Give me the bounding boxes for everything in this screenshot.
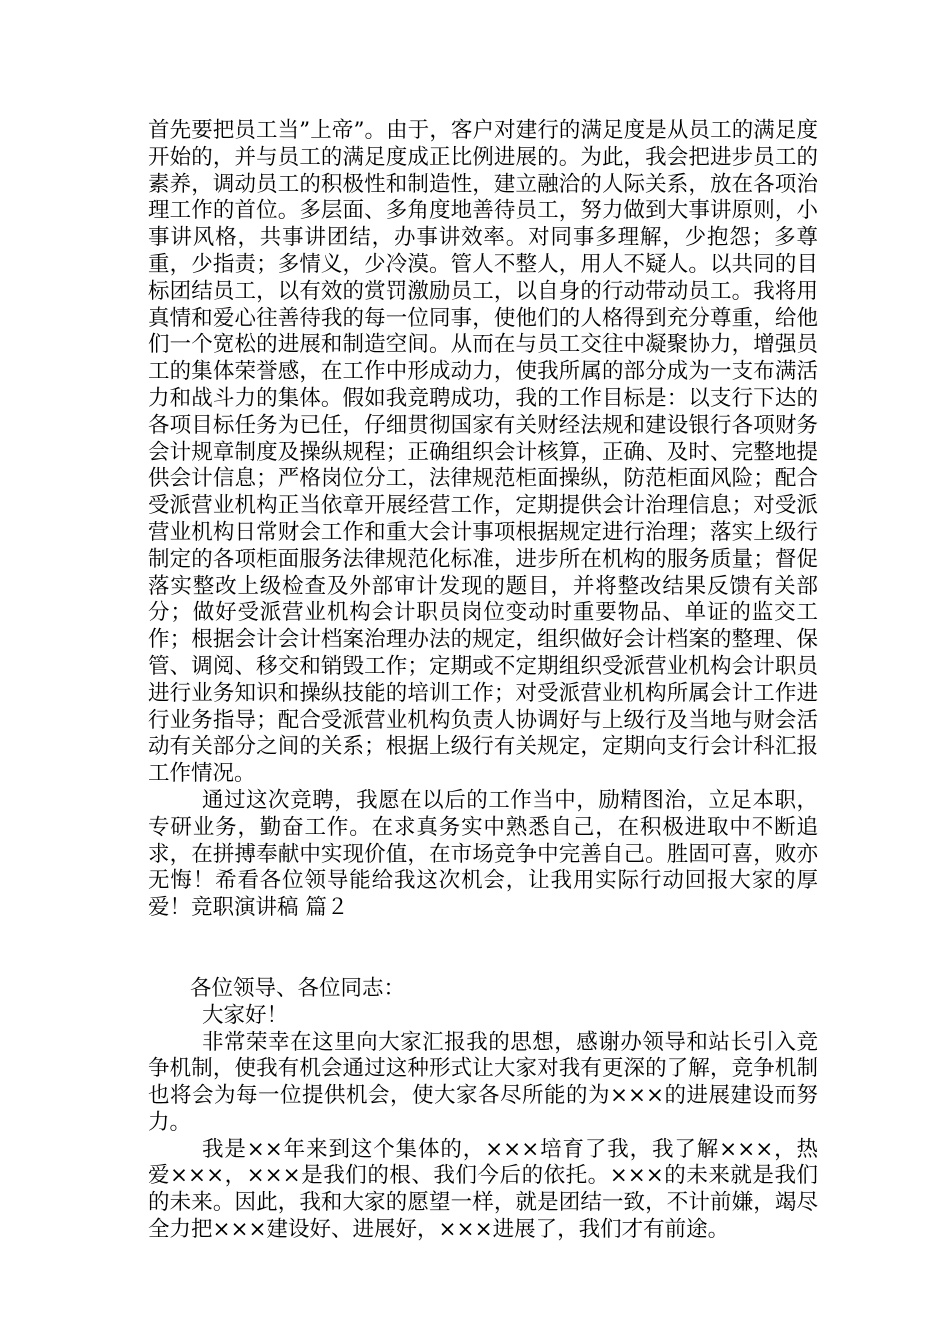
paragraph-staff-management: 首先要把员工当”上帝”。由于，客户对建行的满足度是从员工的满足度开始的，并与员工的满足度成正比例进展的。为此，我会把进步员工的素养，调动员工的积极性和制造性，建立融洽的人际关系，放在各项治理工作的首位。多层面、多角度地善待员工，努力做到大事讲原则，小事讲风格，共事讲团结，办事讲效率。对同事多理解，少抱怨；多尊重，少指责；多情义，少冷漠。管人不整人，用人不疑人。以共同的目标团结员工，以有效的赏罚激励员工，以自身的行动带动员工。我将用真情和爱心往善待我的每一位同事，使他们的人格得到充分尊重，给他们一个宽松的进展和制造空间。从而在与员工交往中凝聚协力，增强员工的集体荣誉感，在工作中形成动力，使我所属的部分成为一支布满活力和战斗力的集体。假如我竞聘成功，我的工作目标是：以支行下达的各项目标任务为已任，仔细贯彻国家有关财经法规和建设银行各项财务会计规章制度及操纵规程；正确组织会计核算，正确、及时、完整地提供会计信息；严格岗位分工，法律规范柜面操纵，防范柜面风险；配合受派营业机构正当依章开展经营工作，定期提供会计治理信息；对受派营业机构日常财会工作和重大会计事项根据规定进行治理；落实上级行制定的各项柜面服务法律规范化标准，进步所在机构的服务质量；督促落实整改上级检查及外部审计发现的题目，并将整改结果反馈有关部分；做好受派营业机构会计职员岗位变动时重要物品、单证的监交工作；根据会计会计档案治理办法的规定，组织做好会计档案的整理、保管、调阅、移交和销毁工作；定期或不定期组织受派营业机构会计职员进行业务知识和操纵技能的培训工作；对受派营业机构所属会计工作进行业务指导；配合受派营业机构负责人协调好与上级行及当地与财会活动有关部分之间的关系；根据上级行有关规定，定期向支行会计科汇报工作情况。	[148, 118, 818, 787]
section-gap	[148, 922, 818, 976]
greeting-line: 各位领导、各位同志：	[190, 975, 406, 1001]
hello-line: 大家好！	[202, 1002, 289, 1028]
paragraph-background: 我是××年来到这个集体的，×××培育了我，我了解×××，热爱×××，×××是我们的根、我们今后的依托。×××的未来就是我们的未来。因此，我和大家的愿望一样，就是团结一致，不计前嫌，竭尽全力把×××建设好、进展好，×××进展了，我们才有前途。	[148, 1136, 818, 1243]
paragraph-intro: 非常荣幸在这里向大家汇报我的思想，感谢办领导和站长引入竞争机制，使我有机会通过这种形式让大家对我有更深的了解，竞争机制也将会为每一位提供机会，使大家各尽所能的为×××的进展建设而努力。	[148, 1029, 818, 1135]
document-page	[148, 118, 818, 1244]
paragraph-conclusion: 通过这次竞聘，我愿在以后的工作当中，励精图治，立足本职，专研业务，勤奋工作。在求真务实中熟悉自己，在积极进取中不断追求，在拼搏奉献中实现价值，在市场竞争中完善自己。胜固可喜，败亦无悔！希看各位领导能给我这次机会，让我用实际行动回报大家的厚爱！竞职演讲稿 篇２	[148, 787, 818, 921]
